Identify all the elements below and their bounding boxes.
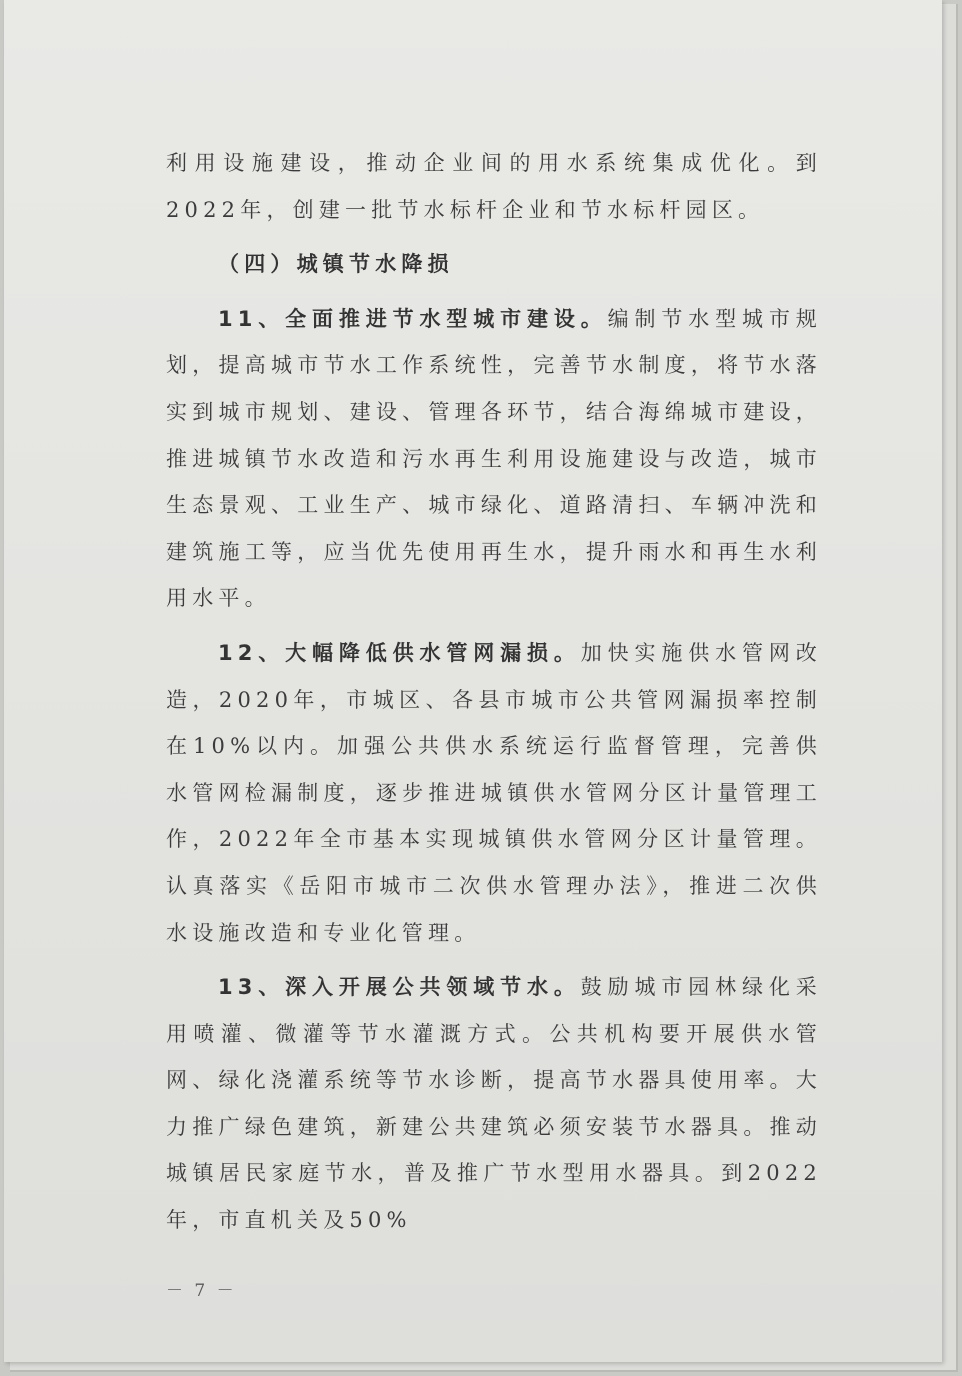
paragraph-11-lead: 11、全面推进节水型城市建设。 (218, 306, 608, 331)
paragraph-gap (166, 956, 822, 964)
paragraph-continuation: 利用设施建设，推动企业间的用水系统集成优化。到2022年，创建一批节水标杆企业和节水标杆园区。 (166, 151, 822, 222)
paragraph-12-lead: 12、大幅降低供水管网漏损。 (218, 640, 581, 665)
section-heading-4: （四）城镇节水降损 (218, 252, 454, 277)
paragraph-12 (166, 630, 822, 956)
paragraph-12-body: 加快实施供水管网改造，2020年，市城区、各县市城市公共管网漏损率控制在10%以内。加强公共供水系统运行监督管理，完善供水管网检漏制度，逐步推进城镇供水管网分区计量管理工作，2022年全市基本实现城镇供水管网分区计量管理。认真落实《岳阳市城市二次供水管理办法》，推进二次供水设施改造和专业化管理。 (166, 640, 822, 945)
paragraph-13 (166, 964, 822, 1244)
paragraph-gap (166, 233, 822, 241)
page-content (166, 140, 822, 1244)
paragraph-gap (166, 288, 822, 296)
paragraph-11 (166, 296, 822, 622)
page-number: － 7 － (166, 1281, 237, 1301)
paragraph-13-lead: 13、深入开展公共领域节水。 (218, 975, 581, 1000)
document-page (4, 0, 942, 1362)
paragraph-gap (166, 622, 822, 630)
paragraph-11-body: 编制节水型城市规划，提高城市节水工作系统性，完善节水制度，将节水落实到城市规划、建设、管理各环节，结合海绵城市建设，推进城镇节水改造和污水再生利用设施建设与改造，城市生态景观、工业生产、城市绿化、道路清扫、车辆冲洗和建筑施工等，应当优先使用再生水，提升雨水和再生水利用水平。 (166, 306, 822, 611)
paragraph-13-body: 鼓励城市园林绿化采用喷灌、微灌等节水灌溉方式。公共机构要开展供水管网、绿化浇灌系统等节水诊断，提高节水器具使用率。大力推广绿色建筑，新建公共建筑必须安装节水器具。推动城镇居民家庭节水，普及推广节水型用水器具。到2022年，市直机关及50% (166, 975, 822, 1233)
